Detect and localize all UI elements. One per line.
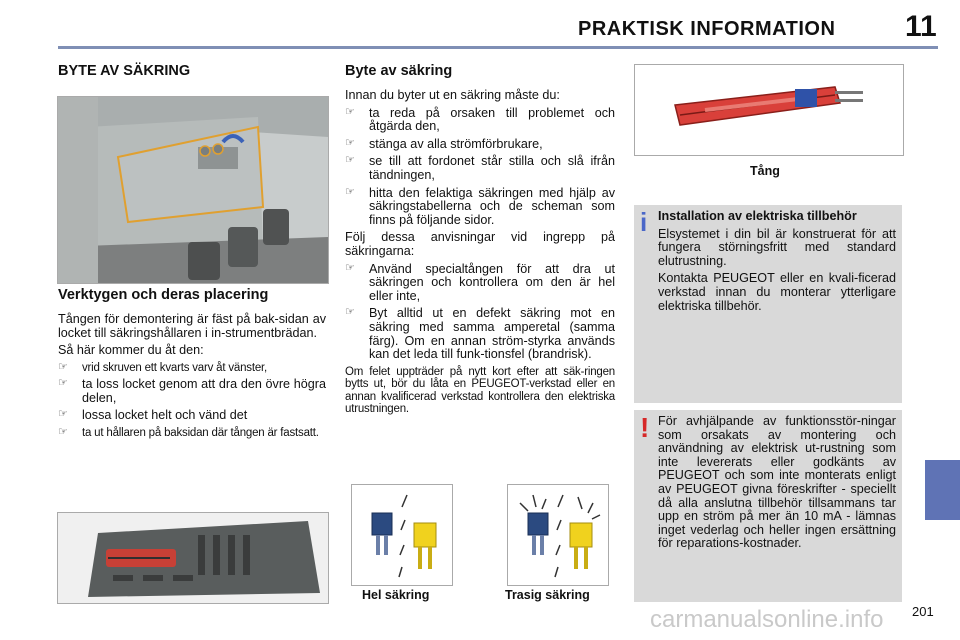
page-number: 201 xyxy=(912,604,934,619)
fuse-blown-illustration xyxy=(507,484,609,586)
change-note: Om felet uppträder på nytt kort efter att säk-ringen bytts ut, bör du låta en PEUGEOT-verkstad eller en annan kvalificerad verkstad kontrollera den elektriska utrustningen. xyxy=(345,365,615,416)
tang-caption: Tång xyxy=(750,164,780,178)
dashboard-fuse-photo xyxy=(57,96,329,284)
change-text xyxy=(345,89,615,420)
fuse-ok-illustration xyxy=(351,484,453,586)
warning-text: För avhjälpande av funktionsstör-ningar som orsakats av montering och användning av elektrisk ut-rustning som inte levererats eller godkänts av PEUGEOT och som inte monterats enligt av PEUGEOT givna föreskrifter - speciellt då alla anslutna tillbehör tillsammans tar upp en ström på mer än 10 mA - lämnas inget vederlag och heller ingen ersättning för reparations-kostnader. xyxy=(658,414,896,551)
change-follow: Följ dessa anvisningar vid ingrepp på säkringarna: xyxy=(345,230,615,258)
chapter-number: 11 xyxy=(905,10,937,43)
list-item: ☞ stänga av alla strömförbrukare, xyxy=(345,138,615,152)
info-icon: i xyxy=(640,207,648,237)
fuse-holder-photo xyxy=(57,512,329,604)
fuse-blown-caption: Trasig säkring xyxy=(505,588,590,602)
change-heading: Byte av säkring xyxy=(345,63,453,79)
change-intro: Innan du byter ut en säkring måste du: xyxy=(345,88,560,102)
tools-steps xyxy=(58,362,326,440)
list-item: ☞ hitta den felaktiga säkringen med hjälp av säkringstabellerna och de scheman som finns på följande sidor. xyxy=(345,187,615,228)
warning-icon: ! xyxy=(640,412,650,443)
tools-howto: Så här kommer du åt den: xyxy=(58,343,204,358)
info-title: Installation av elektriska tillbehör xyxy=(658,209,857,223)
tools-heading: Verktygen och deras placering xyxy=(58,287,269,303)
change-pre-steps xyxy=(345,107,615,228)
list-item: ☞ ta reda på orsaken till problemet och åtgärda den, xyxy=(345,107,615,134)
info-paragraph: Elsystemet i din bil är konstruerat för att fungera störningsfritt med standard elutrustning. xyxy=(658,226,896,268)
tools-text xyxy=(58,313,326,444)
list-item: ☞ lossa locket helt och vänd det xyxy=(58,409,326,423)
header-rule xyxy=(58,46,938,49)
section-title: BYTE AV SÄKRING xyxy=(58,63,191,79)
info-box xyxy=(634,205,902,403)
fuse-ok-caption: Hel säkring xyxy=(362,588,430,602)
list-item: ☞ Byt alltid ut en defekt säkring mot en säkring med samma amperetal (samma färg). Om en annan ström-styrka används kan det leda till funk-tionsfel (brandrisk). xyxy=(345,307,615,361)
warning-box xyxy=(634,410,902,602)
change-rules xyxy=(345,263,615,362)
tang-illustration xyxy=(634,64,904,156)
watermark: carmanualsonline.info xyxy=(650,606,884,633)
list-item: ☞ ta ut hållaren på baksidan där tången är fastsatt. xyxy=(58,427,326,440)
list-item: ☞ Använd specialtången för att dra ut säkringen och kontrollera om den är hel eller inte, xyxy=(345,263,615,304)
info-text xyxy=(658,210,896,317)
chapter-side-tab xyxy=(925,460,960,520)
page-header-title: PRAKTISK INFORMATION xyxy=(578,18,836,40)
list-item: ☞ ta loss locket genom att dra den övre högra delen, xyxy=(58,378,326,405)
info-paragraph: Kontakta PEUGEOT eller en kvali-ficerad verkstad innan du monterar ytterligare elektriska tillbehör. xyxy=(658,271,896,313)
tools-intro: Tången för demontering är fäst på bak-sidan av locket till säkringshållaren i in-strumentbrädan. xyxy=(58,312,326,340)
list-item: ☞ vrid skruven ett kvarts varv åt vänster, xyxy=(58,362,326,375)
list-item: ☞ se till att fordonet står stilla och slå ifrån tändningen, xyxy=(345,155,615,182)
